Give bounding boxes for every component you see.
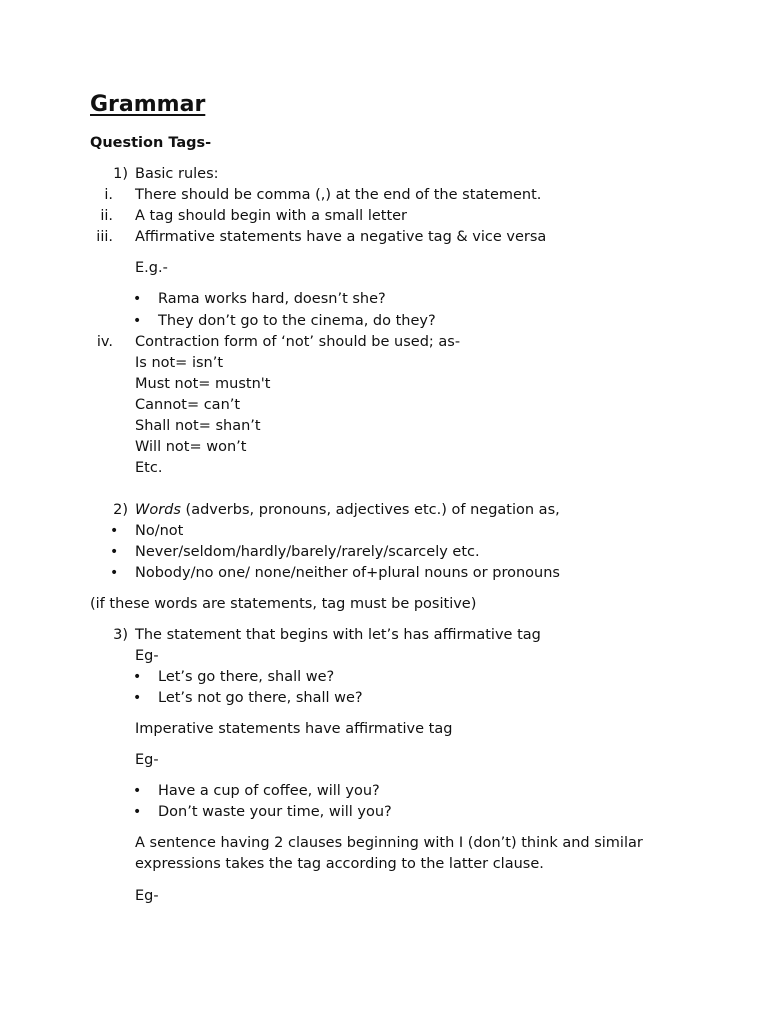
contraction-text: Etc.: [135, 460, 163, 476]
section-heading: Question Tags-: [90, 135, 212, 151]
bullet-dot: •: [133, 804, 142, 820]
example-text: Don’t waste your time, will you?: [158, 804, 392, 820]
eg-label: Eg-: [135, 648, 159, 664]
bullet-dot: •: [110, 544, 119, 560]
contraction-text: Cannot= can’t: [135, 397, 241, 413]
bullet-dot: •: [110, 565, 119, 581]
paragraph-text: expressions takes the tag according to the latter clause.: [135, 856, 544, 872]
page-title: Grammar: [90, 92, 206, 117]
roman-numeral: iv.: [96, 334, 113, 350]
contraction-text: Must not= mustn't: [135, 376, 271, 392]
roman-numeral: ii.: [100, 208, 113, 224]
contraction-text: Shall not= shan’t: [135, 418, 261, 434]
roman-numeral: iii.: [96, 229, 113, 245]
rule-text: There should be comma (,) at the end of the statement.: [135, 187, 542, 203]
list-text: The statement that begins with let’s has affirmative tag: [135, 627, 541, 643]
rule-text: Affirmative statements have a negative tag & vice versa: [135, 229, 547, 245]
list-text: [135, 500, 560, 521]
list-number: 2): [113, 502, 128, 518]
bullet-text: No/not: [135, 523, 184, 539]
example-text: They don’t go to the cinema, do they?: [158, 313, 436, 329]
bullet-dot: •: [133, 690, 142, 706]
example-text: Let’s not go there, shall we?: [158, 690, 363, 706]
eg-label: Eg-: [135, 888, 159, 904]
rule-text: Contraction form of ‘not’ should be used; as-: [135, 334, 461, 350]
italic-word: Words: [135, 502, 181, 518]
bullet-dot: •: [133, 783, 142, 799]
paragraph-text: A sentence having 2 clauses beginning with I (don’t) think and similar: [135, 835, 643, 851]
eg-label: E.g.-: [135, 260, 168, 276]
list-number: 1): [113, 166, 128, 182]
eg-label: Eg-: [135, 752, 159, 768]
bullet-dot: •: [133, 313, 142, 329]
list-number: 3): [113, 627, 128, 643]
bullet-dot: •: [110, 523, 119, 539]
bullet-text: Never/seldom/hardly/barely/rarely/scarcely etc.: [135, 544, 480, 560]
note-text: (if these words are statements, tag must be positive): [90, 596, 477, 612]
contraction-text: Will not= won’t: [135, 439, 247, 455]
paragraph-text: Imperative statements have affirmative tag: [135, 721, 453, 737]
bullet-dot: •: [133, 291, 142, 307]
rule-text: A tag should begin with a small letter: [135, 208, 408, 224]
roman-numeral: i.: [104, 187, 113, 203]
contraction-text: Is not= isn’t: [135, 355, 224, 371]
bullet-text: Nobody/no one/ none/neither of+plural nouns or pronouns: [135, 565, 560, 581]
example-text: Have a cup of coffee, will you?: [158, 783, 380, 799]
list-text: Basic rules:: [135, 166, 219, 182]
bullet-dot: •: [133, 669, 142, 685]
example-text: Let’s go there, shall we?: [158, 669, 335, 685]
list-text-rest: (adverbs, pronouns, adjectives etc.) of negation as,: [180, 502, 560, 518]
example-text: Rama works hard, doesn’t she?: [158, 291, 386, 307]
